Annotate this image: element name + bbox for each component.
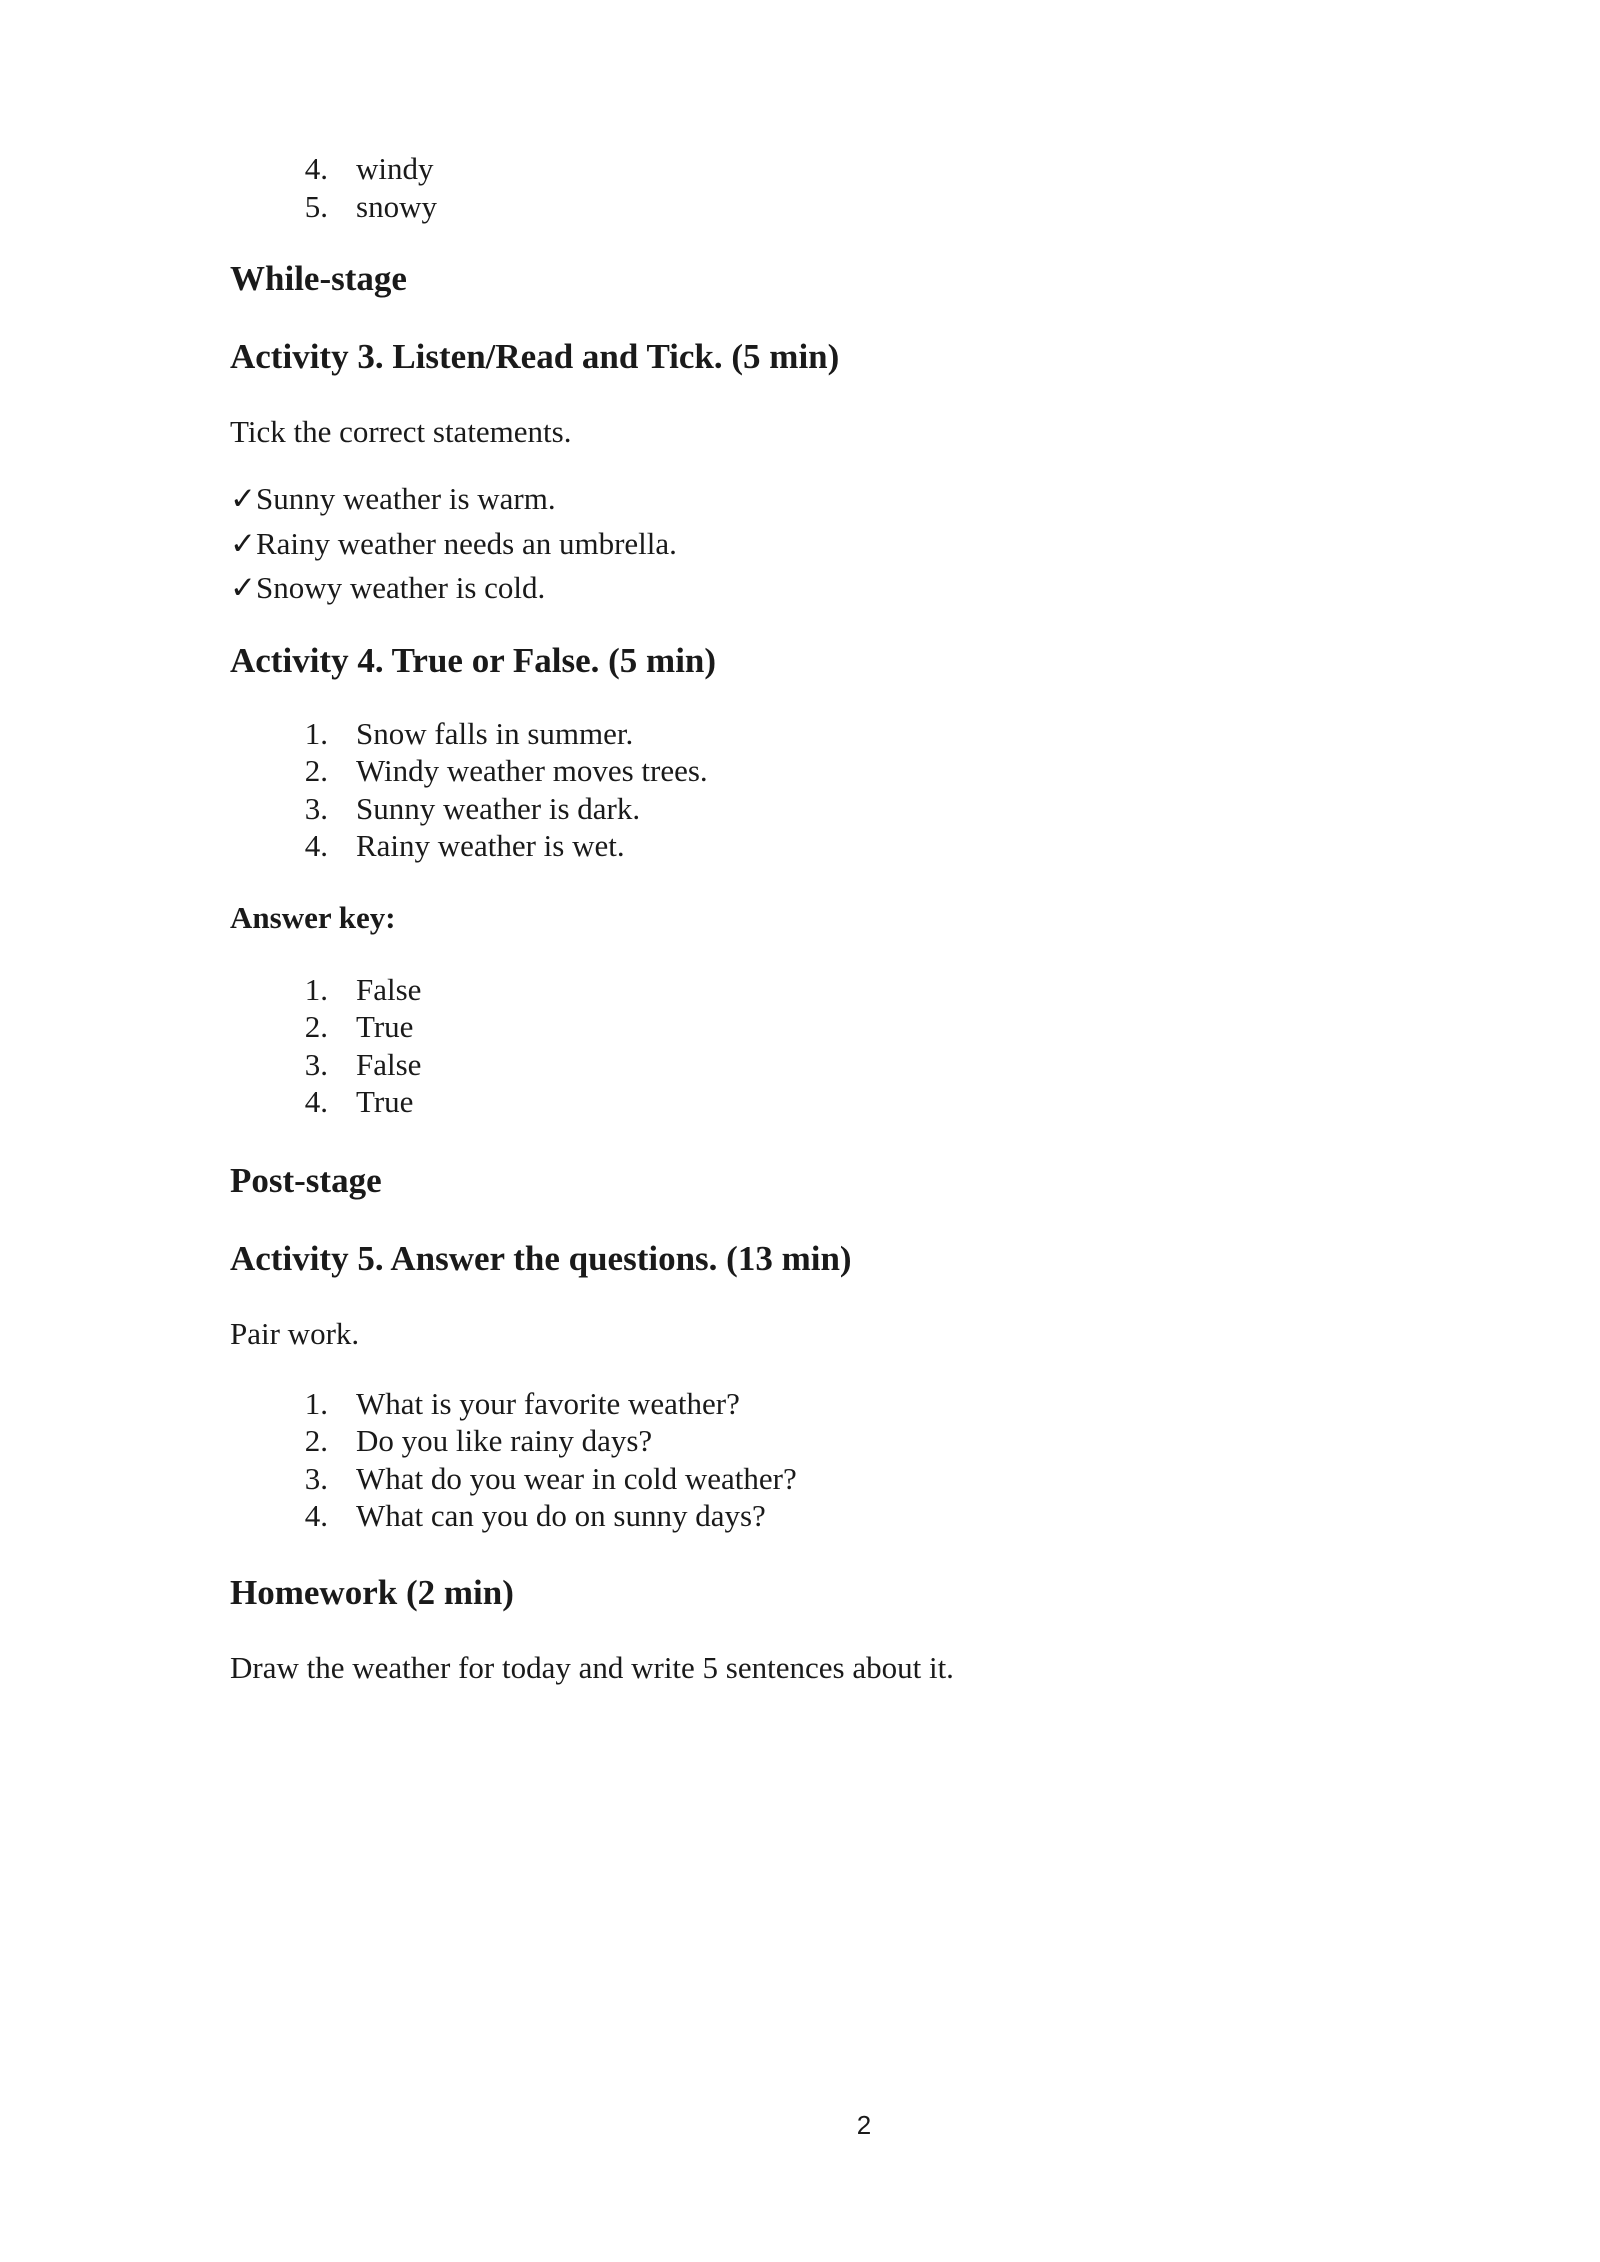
weather-words-list	[230, 150, 1390, 225]
list-number: 2.	[304, 1423, 328, 1458]
homework-heading: Homework (2 min)	[230, 1572, 514, 1612]
list-number: 4.	[304, 828, 328, 863]
list-number: 3.	[304, 790, 328, 826]
list-number: 1.	[304, 715, 328, 751]
questions-list	[230, 1385, 1390, 1535]
tick-list	[230, 477, 1390, 611]
list-number: 2.	[304, 753, 328, 788]
list-text: Windy weather moves trees.	[356, 753, 708, 788]
checkmark-icon: ✓	[230, 525, 256, 561]
list-text: Rainy weather needs an umbrella.	[256, 525, 677, 561]
checkmark-icon: ✓	[230, 570, 256, 605]
list-item	[230, 1083, 1390, 1121]
list-number: 4.	[304, 151, 328, 186]
list-item	[230, 827, 1390, 865]
list-number: 5.	[304, 188, 328, 224]
list-item	[230, 1497, 1390, 1535]
list-number: 3.	[304, 1460, 328, 1496]
list-text: windy	[356, 151, 434, 186]
post-stage-heading: Post-stage	[230, 1160, 382, 1200]
list-item	[230, 790, 1390, 828]
list-item	[230, 477, 1390, 522]
list-item	[230, 1046, 1390, 1084]
homework-text: Draw the weather for today and write 5 sentences about it.	[230, 1649, 954, 1685]
list-number: 1.	[304, 971, 328, 1007]
list-item	[230, 1008, 1390, 1046]
list-item	[230, 1422, 1390, 1460]
list-item	[230, 752, 1390, 790]
list-item	[230, 1385, 1390, 1423]
list-text: Snow falls in summer.	[356, 715, 634, 751]
activity5-heading: Activity 5. Answer the questions. (13 min)	[230, 1238, 852, 1278]
list-text: What do you wear in cold weather?	[356, 1460, 797, 1496]
list-text: Sunny weather is dark.	[356, 790, 641, 826]
list-text: Do you like rainy days?	[356, 1423, 653, 1458]
list-text: Rainy weather is wet.	[356, 828, 625, 863]
list-item	[230, 566, 1390, 611]
page-number: 2	[856, 2110, 872, 2140]
list-text: False	[356, 1046, 422, 1082]
activity3-heading: Activity 3. Listen/Read and Tick. (5 min)	[230, 337, 840, 376]
checkmark-icon: ✓	[230, 481, 256, 516]
true-false-list	[230, 715, 1390, 865]
activity5-instruction: Pair work.	[230, 1315, 360, 1351]
list-text: False	[356, 971, 422, 1007]
list-number: 2.	[304, 1009, 328, 1044]
list-item	[230, 150, 1390, 188]
list-number: 4.	[304, 1084, 328, 1119]
list-text: What is your favorite weather?	[356, 1385, 740, 1421]
list-item	[230, 971, 1390, 1009]
list-text: What can you do on sunny days?	[356, 1498, 766, 1533]
list-item	[230, 715, 1390, 753]
list-number: 1.	[304, 1385, 328, 1421]
list-item	[230, 522, 1390, 567]
while-stage-heading: While-stage	[230, 259, 407, 298]
list-item	[230, 1460, 1390, 1498]
activity4-heading: Activity 4. True or False. (5 min)	[230, 640, 717, 680]
list-number: 3.	[304, 1046, 328, 1082]
list-text: Sunny weather is warm.	[256, 481, 556, 516]
list-item	[230, 188, 1390, 226]
list-text: True	[356, 1009, 414, 1044]
list-text: snowy	[356, 188, 437, 224]
list-text: True	[356, 1084, 414, 1119]
page-content	[230, 150, 1390, 1687]
answer-key-label: Answer key:	[230, 899, 396, 935]
activity3-instruction: Tick the correct statements.	[230, 414, 572, 449]
answer-key-list	[230, 971, 1390, 1121]
list-number: 4.	[304, 1498, 328, 1533]
list-text: Snowy weather is cold.	[256, 570, 546, 605]
